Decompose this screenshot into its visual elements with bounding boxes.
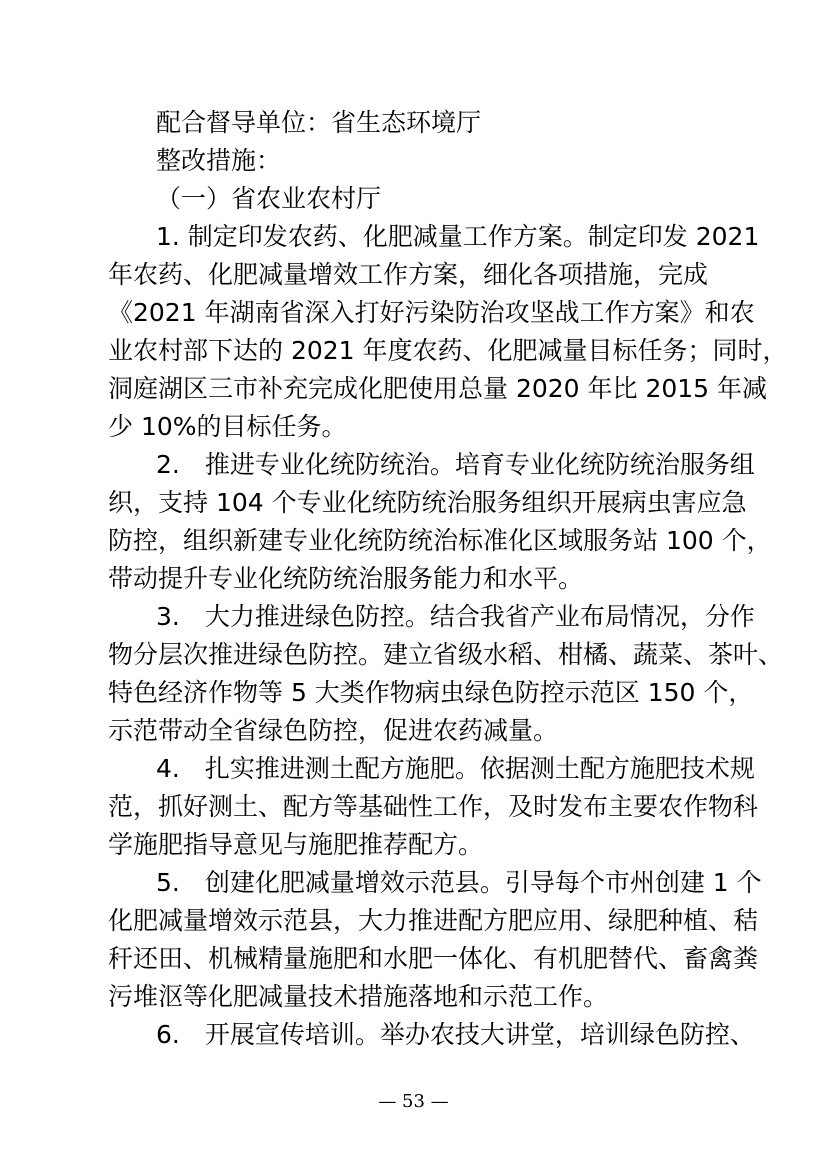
item-4-line: 4. 扎实推进测土配方施肥。依据测土配方施肥技术规 [156,754,755,783]
item-3-line: 3. 大力推进绿色防控。结合我省产业布局情况，分作 [156,602,755,631]
item-5-line: 5. 创建化肥减量增效示范县。引导每个市州创建 1 个 [156,868,762,897]
item-2-line: 2. 推进专业化统防统治。培育专业化统防统治服务组 [156,450,755,479]
item-5-line: 污堆沤等化肥减量技术措施落地和示范工作。 [108,982,609,1011]
item-2-line: 防控，组织新建专业化统防统治标准化区域服务站 100 个， [108,526,772,555]
item-3-line: 特色经济作物等 5 大类作物病虫绿色防控示范区 150 个， [108,678,754,707]
item-4-line: 范，抓好测土、配方等基础性工作，及时发布主要农作物科 [108,792,759,821]
item-1-line: 《2021 年湖南省深入打好污染防治攻坚战工作方案》和农 [108,298,755,327]
item-2-line: 织，支持 104 个专业化统防统治服务组织开展病虫害应急 [108,488,747,517]
page-number: — 53 — [378,1091,449,1112]
item-5-line: 化肥减量增效示范县，大力推进配方肥应用、绿肥种植、秸 [108,906,759,935]
item-1-line: 业农村部下达的 2021 年度农药、化肥减量目标任务；同时， [108,336,788,365]
item-3-line: 物分层次推进绿色防控。建立省级水稻、柑橘、蔬菜、茶叶、 [108,640,784,669]
rectification-measures-heading: 整改措施： [156,146,282,175]
supervising-unit-line: 配合督导单位：省生态环境厅 [156,108,482,137]
document-body [108,104,788,1054]
item-5-line: 秆还田、机械精量施肥和水肥一体化、有机肥替代、畜禽粪 [108,944,759,973]
item-6-line: 6. 开展宣传培训。举办农技大讲堂，培训绿色防控、 [156,1020,755,1049]
item-4-line: 学施肥指导意见与施肥推荐配方。 [108,830,484,859]
section-heading-agriculture-dept: （一）省农业农村厅 [156,184,382,213]
item-1-line: 洞庭湖区三市补充完成化肥使用总量 2020 年比 2015 年减 [108,374,768,403]
item-2-line: 带动提升专业化统防统治服务能力和水平。 [108,564,584,593]
item-3-line: 示范带动全省绿色防控，促进农药减量。 [108,716,559,745]
item-1-line: 1. 制定印发农药、化肥减量工作方案。制定印发 2021 [156,222,760,251]
item-1-line: 少 10%的目标任务。 [108,412,347,441]
item-1-line: 年农药、化肥减量增效工作方案，细化各项措施，完成 [108,260,709,289]
